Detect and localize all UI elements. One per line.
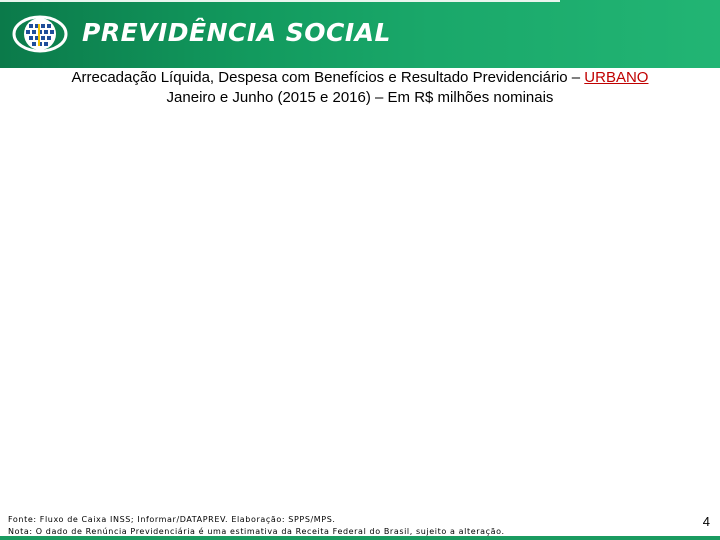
page-number: 4 xyxy=(702,514,710,529)
brand-name: PREVIDÊNCIA SOCIAL xyxy=(82,18,391,47)
footer-notes xyxy=(8,514,608,538)
header-banner xyxy=(0,0,720,68)
title-line-1-text: Arrecadação Líquida, Despesa com Benefícios e Resultado Previdenciário – xyxy=(71,69,585,86)
footer-note: Nota: O dado de Renúncia Previdenciária é uma estimativa da Receita Federal do Brasil, sujeito a alteração. xyxy=(8,527,505,536)
bottom-accent-line xyxy=(0,536,720,540)
previdencia-logo-icon xyxy=(12,14,68,54)
footer-source: Fonte: Fluxo de Caixa INSS; Informar/DATAPREV. Elaboração: SPPS/MPS. xyxy=(8,515,336,524)
slide-title xyxy=(20,68,700,108)
title-line-1 xyxy=(20,68,700,88)
banner-top-line xyxy=(0,0,560,2)
title-line-2: Janeiro e Junho (2015 e 2016) – Em R$ milhões nominais xyxy=(166,89,554,106)
title-highlight-urbano: URBANO xyxy=(584,69,649,86)
